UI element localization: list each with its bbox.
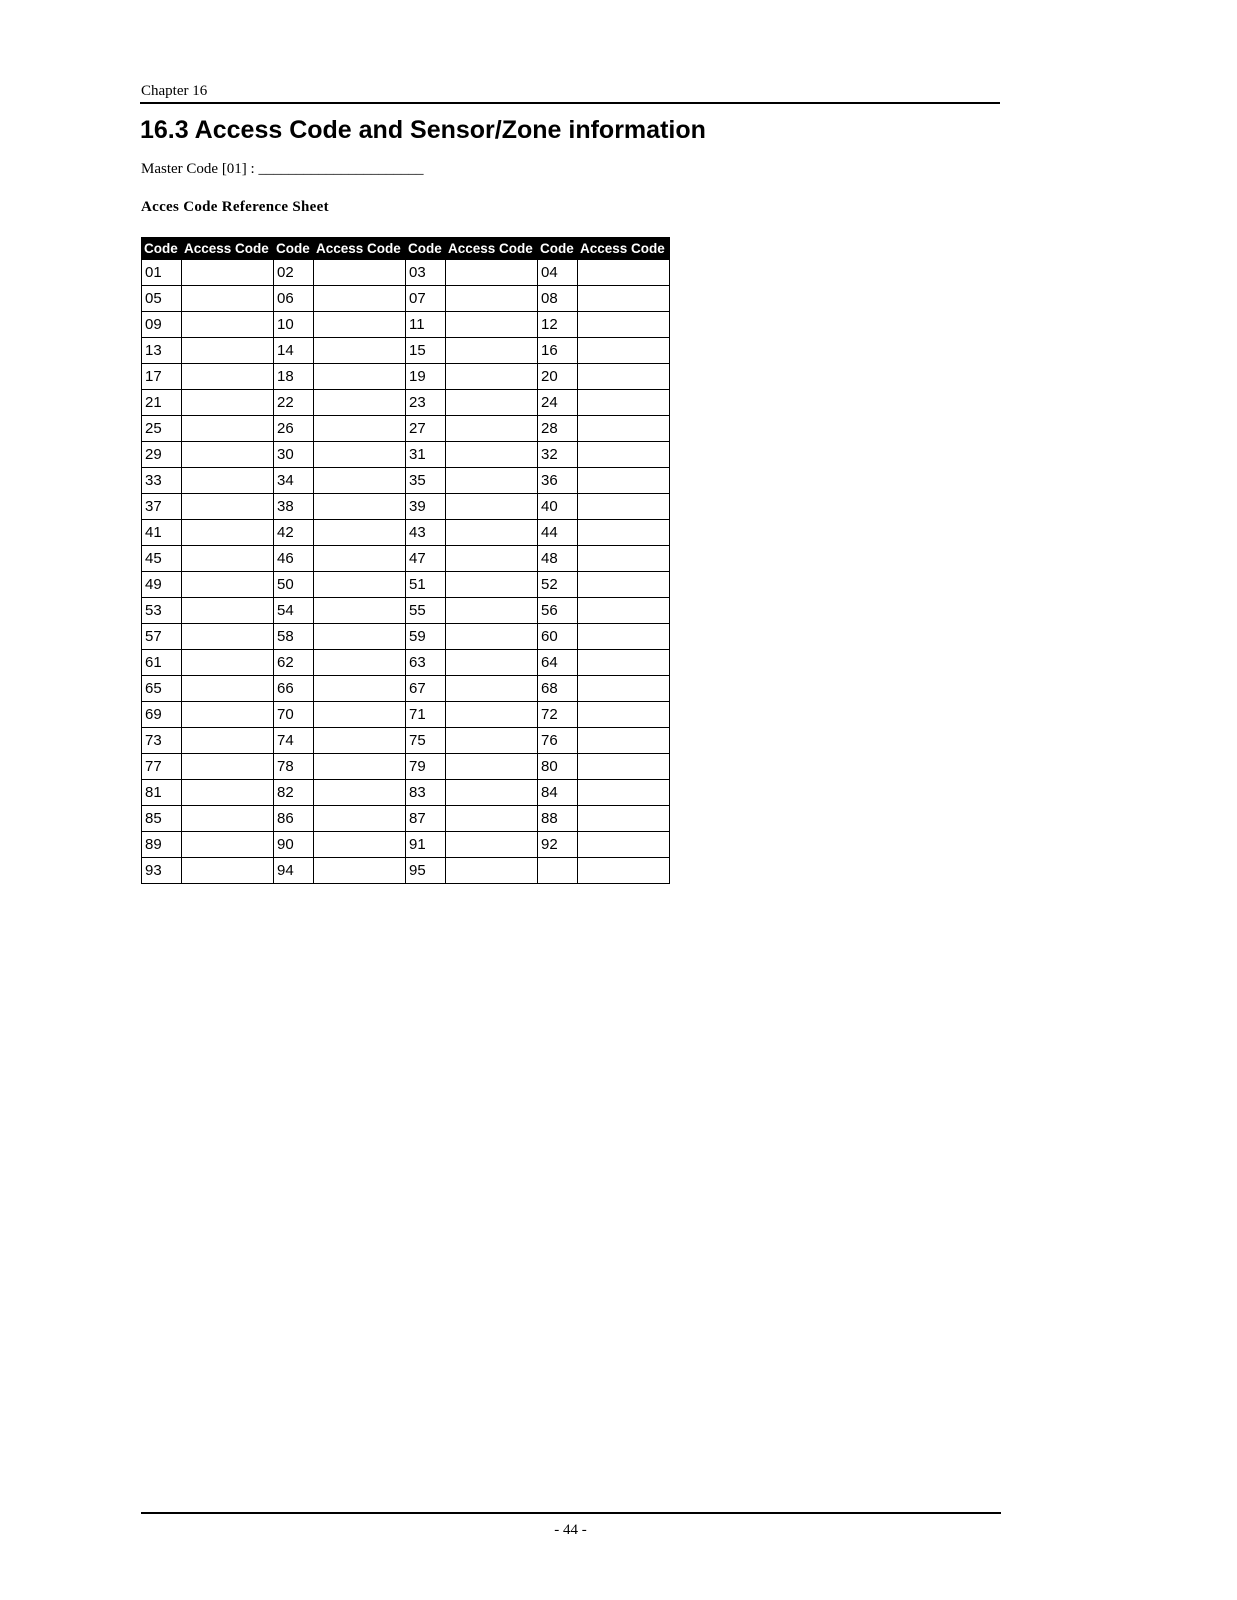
code-cell: 37: [142, 494, 182, 520]
chapter-label: Chapter 16: [141, 83, 208, 99]
code-cell: 48: [538, 546, 578, 572]
column-header: Code: [538, 238, 578, 260]
access-code-cell: [314, 832, 406, 858]
code-cell: 32: [538, 442, 578, 468]
code-cell: 84: [538, 780, 578, 806]
column-header: Access Code: [578, 238, 670, 260]
access-code-cell: [578, 546, 670, 572]
code-cell: 39: [406, 494, 446, 520]
access-code-cell: [446, 416, 538, 442]
code-cell: 43: [406, 520, 446, 546]
code-cell: 69: [142, 702, 182, 728]
code-cell: 42: [274, 520, 314, 546]
access-code-cell: [446, 676, 538, 702]
access-code-cell: [446, 728, 538, 754]
access-code-cell: [446, 260, 538, 286]
code-cell: 13: [142, 338, 182, 364]
access-code-cell: [314, 494, 406, 520]
code-cell: 02: [274, 260, 314, 286]
access-code-cell: [578, 364, 670, 390]
access-code-cell: [446, 442, 538, 468]
code-cell: 70: [274, 702, 314, 728]
table-row: [142, 572, 670, 598]
code-cell: 03: [406, 260, 446, 286]
access-code-cell: [182, 832, 274, 858]
code-cell: 47: [406, 546, 446, 572]
code-cell: 79: [406, 754, 446, 780]
table-row: [142, 832, 670, 858]
access-code-cell: [182, 286, 274, 312]
header-rule: [140, 102, 1000, 104]
table-row: [142, 442, 670, 468]
access-code-cell: [182, 312, 274, 338]
code-cell: 87: [406, 806, 446, 832]
code-cell: 41: [142, 520, 182, 546]
code-cell: 28: [538, 416, 578, 442]
access-code-cell: [182, 338, 274, 364]
code-cell: 51: [406, 572, 446, 598]
code-cell: 14: [274, 338, 314, 364]
access-code-cell: [578, 858, 670, 884]
access-code-cell: [446, 546, 538, 572]
access-code-cell: [446, 390, 538, 416]
table-row: [142, 338, 670, 364]
access-code-cell: [578, 832, 670, 858]
code-cell: 29: [142, 442, 182, 468]
table-row: [142, 702, 670, 728]
code-cell: 07: [406, 286, 446, 312]
code-cell: [538, 858, 578, 884]
code-cell: 45: [142, 546, 182, 572]
access-code-cell: [314, 598, 406, 624]
access-code-cell: [182, 754, 274, 780]
code-cell: 26: [274, 416, 314, 442]
access-code-cell: [314, 338, 406, 364]
code-cell: 46: [274, 546, 314, 572]
code-cell: 27: [406, 416, 446, 442]
code-cell: 53: [142, 598, 182, 624]
access-code-cell: [578, 494, 670, 520]
code-cell: 74: [274, 728, 314, 754]
table-row: [142, 806, 670, 832]
access-code-cell: [182, 260, 274, 286]
code-cell: 55: [406, 598, 446, 624]
access-code-cell: [182, 806, 274, 832]
reference-sheet-title: Acces Code Reference Sheet: [141, 199, 329, 215]
access-code-cell: [182, 598, 274, 624]
access-code-cell: [578, 702, 670, 728]
code-cell: 17: [142, 364, 182, 390]
access-code-cell: [182, 442, 274, 468]
table-row: [142, 754, 670, 780]
code-cell: 92: [538, 832, 578, 858]
code-cell: 71: [406, 702, 446, 728]
access-code-cell: [578, 260, 670, 286]
access-code-cell: [314, 442, 406, 468]
access-code-cell: [446, 858, 538, 884]
code-cell: 67: [406, 676, 446, 702]
access-code-cell: [446, 312, 538, 338]
access-code-cell: [446, 520, 538, 546]
access-code-cell: [182, 520, 274, 546]
table-row: [142, 650, 670, 676]
access-code-cell: [182, 494, 274, 520]
code-cell: 64: [538, 650, 578, 676]
code-cell: 33: [142, 468, 182, 494]
access-code-cell: [314, 676, 406, 702]
code-cell: 54: [274, 598, 314, 624]
code-cell: 10: [274, 312, 314, 338]
page-number: - 44 -: [554, 1522, 587, 1538]
table-row: [142, 312, 670, 338]
access-code-cell: [182, 858, 274, 884]
column-header: Code: [274, 238, 314, 260]
access-code-cell: [314, 312, 406, 338]
access-code-cell: [314, 624, 406, 650]
access-code-cell: [446, 494, 538, 520]
access-code-cell: [578, 468, 670, 494]
access-code-cell: [182, 364, 274, 390]
column-header: Access Code: [182, 238, 274, 260]
access-code-cell: [578, 286, 670, 312]
access-code-cell: [578, 442, 670, 468]
access-code-cell: [578, 338, 670, 364]
access-code-cell: [182, 702, 274, 728]
access-code-cell: [182, 676, 274, 702]
code-cell: 01: [142, 260, 182, 286]
access-code-cell: [314, 650, 406, 676]
code-cell: 09: [142, 312, 182, 338]
code-cell: 73: [142, 728, 182, 754]
code-cell: 12: [538, 312, 578, 338]
access-code-cell: [314, 468, 406, 494]
access-code-cell: [182, 572, 274, 598]
code-cell: 59: [406, 624, 446, 650]
code-cell: 78: [274, 754, 314, 780]
code-cell: 11: [406, 312, 446, 338]
code-cell: 58: [274, 624, 314, 650]
column-header: Access Code: [446, 238, 538, 260]
access-code-cell: [314, 286, 406, 312]
table-row: [142, 728, 670, 754]
access-code-table: [141, 237, 670, 884]
access-code-cell: [182, 624, 274, 650]
access-code-cell: [314, 546, 406, 572]
access-code-cell: [578, 780, 670, 806]
access-code-cell: [446, 572, 538, 598]
access-code-cell: [446, 338, 538, 364]
code-cell: 40: [538, 494, 578, 520]
access-code-cell: [446, 468, 538, 494]
access-code-cell: [446, 650, 538, 676]
table-body: [142, 260, 670, 884]
access-code-cell: [314, 572, 406, 598]
access-code-cell: [314, 260, 406, 286]
code-cell: 49: [142, 572, 182, 598]
access-code-cell: [314, 702, 406, 728]
code-cell: 16: [538, 338, 578, 364]
table-row: [142, 364, 670, 390]
table-row: [142, 546, 670, 572]
code-cell: 38: [274, 494, 314, 520]
access-code-cell: [446, 702, 538, 728]
code-cell: 08: [538, 286, 578, 312]
access-code-cell: [578, 416, 670, 442]
code-cell: 60: [538, 624, 578, 650]
access-code-cell: [446, 780, 538, 806]
access-code-cell: [446, 364, 538, 390]
access-code-cell: [578, 312, 670, 338]
code-cell: 61: [142, 650, 182, 676]
table-row: [142, 598, 670, 624]
table-row: [142, 858, 670, 884]
code-cell: 72: [538, 702, 578, 728]
access-code-cell: [182, 546, 274, 572]
code-cell: 94: [274, 858, 314, 884]
access-code-cell: [446, 832, 538, 858]
code-cell: 95: [406, 858, 446, 884]
code-cell: 81: [142, 780, 182, 806]
code-cell: 85: [142, 806, 182, 832]
access-code-cell: [446, 624, 538, 650]
access-code-cell: [314, 728, 406, 754]
code-cell: 63: [406, 650, 446, 676]
code-cell: 75: [406, 728, 446, 754]
table-row: [142, 780, 670, 806]
code-cell: 20: [538, 364, 578, 390]
table-row: [142, 520, 670, 546]
code-cell: 89: [142, 832, 182, 858]
access-code-cell: [446, 286, 538, 312]
code-cell: 88: [538, 806, 578, 832]
access-code-cell: [314, 364, 406, 390]
code-cell: 56: [538, 598, 578, 624]
code-cell: 86: [274, 806, 314, 832]
access-code-cell: [314, 780, 406, 806]
code-cell: 15: [406, 338, 446, 364]
table-header-row: [142, 238, 670, 260]
code-cell: 91: [406, 832, 446, 858]
table-row: [142, 416, 670, 442]
table-row: [142, 468, 670, 494]
table-row: [142, 494, 670, 520]
code-cell: 68: [538, 676, 578, 702]
code-cell: 62: [274, 650, 314, 676]
code-cell: 18: [274, 364, 314, 390]
code-cell: 66: [274, 676, 314, 702]
code-cell: 93: [142, 858, 182, 884]
code-cell: 77: [142, 754, 182, 780]
code-cell: 44: [538, 520, 578, 546]
access-code-cell: [314, 520, 406, 546]
access-code-cell: [314, 416, 406, 442]
code-cell: 36: [538, 468, 578, 494]
column-header: Access Code: [314, 238, 406, 260]
code-cell: 22: [274, 390, 314, 416]
table-row: [142, 260, 670, 286]
code-cell: 90: [274, 832, 314, 858]
table-row: [142, 286, 670, 312]
code-cell: 57: [142, 624, 182, 650]
access-code-cell: [182, 416, 274, 442]
access-code-cell: [314, 806, 406, 832]
access-code-cell: [578, 390, 670, 416]
table-row: [142, 676, 670, 702]
code-cell: 50: [274, 572, 314, 598]
master-code-field: Master Code [01] : ______________________: [141, 161, 424, 177]
column-header: Code: [406, 238, 446, 260]
access-code-cell: [182, 468, 274, 494]
code-cell: 05: [142, 286, 182, 312]
table-row: [142, 624, 670, 650]
code-cell: 82: [274, 780, 314, 806]
code-cell: 65: [142, 676, 182, 702]
access-code-cell: [314, 754, 406, 780]
code-cell: 23: [406, 390, 446, 416]
access-code-cell: [578, 728, 670, 754]
access-code-cell: [182, 390, 274, 416]
code-cell: 34: [274, 468, 314, 494]
code-cell: 24: [538, 390, 578, 416]
access-code-cell: [446, 806, 538, 832]
code-cell: 83: [406, 780, 446, 806]
column-header: Code: [142, 238, 182, 260]
code-cell: 31: [406, 442, 446, 468]
access-code-cell: [578, 520, 670, 546]
code-cell: 35: [406, 468, 446, 494]
access-code-cell: [182, 650, 274, 676]
access-code-cell: [446, 598, 538, 624]
access-code-cell: [578, 572, 670, 598]
code-cell: 30: [274, 442, 314, 468]
code-cell: 19: [406, 364, 446, 390]
code-cell: 52: [538, 572, 578, 598]
access-code-cell: [314, 858, 406, 884]
access-code-cell: [578, 676, 670, 702]
access-code-cell: [578, 598, 670, 624]
access-code-cell: [182, 728, 274, 754]
access-code-cell: [314, 390, 406, 416]
access-code-cell: [182, 780, 274, 806]
access-code-cell: [578, 754, 670, 780]
section-title: 16.3 Access Code and Sensor/Zone information: [140, 116, 706, 144]
access-code-cell: [578, 650, 670, 676]
code-cell: 06: [274, 286, 314, 312]
access-code-cell: [578, 806, 670, 832]
access-code-cell: [578, 624, 670, 650]
code-cell: 04: [538, 260, 578, 286]
footer-rule: [141, 1512, 1001, 1514]
code-cell: 25: [142, 416, 182, 442]
table-row: [142, 390, 670, 416]
code-cell: 76: [538, 728, 578, 754]
code-cell: 80: [538, 754, 578, 780]
code-cell: 21: [142, 390, 182, 416]
access-code-cell: [446, 754, 538, 780]
